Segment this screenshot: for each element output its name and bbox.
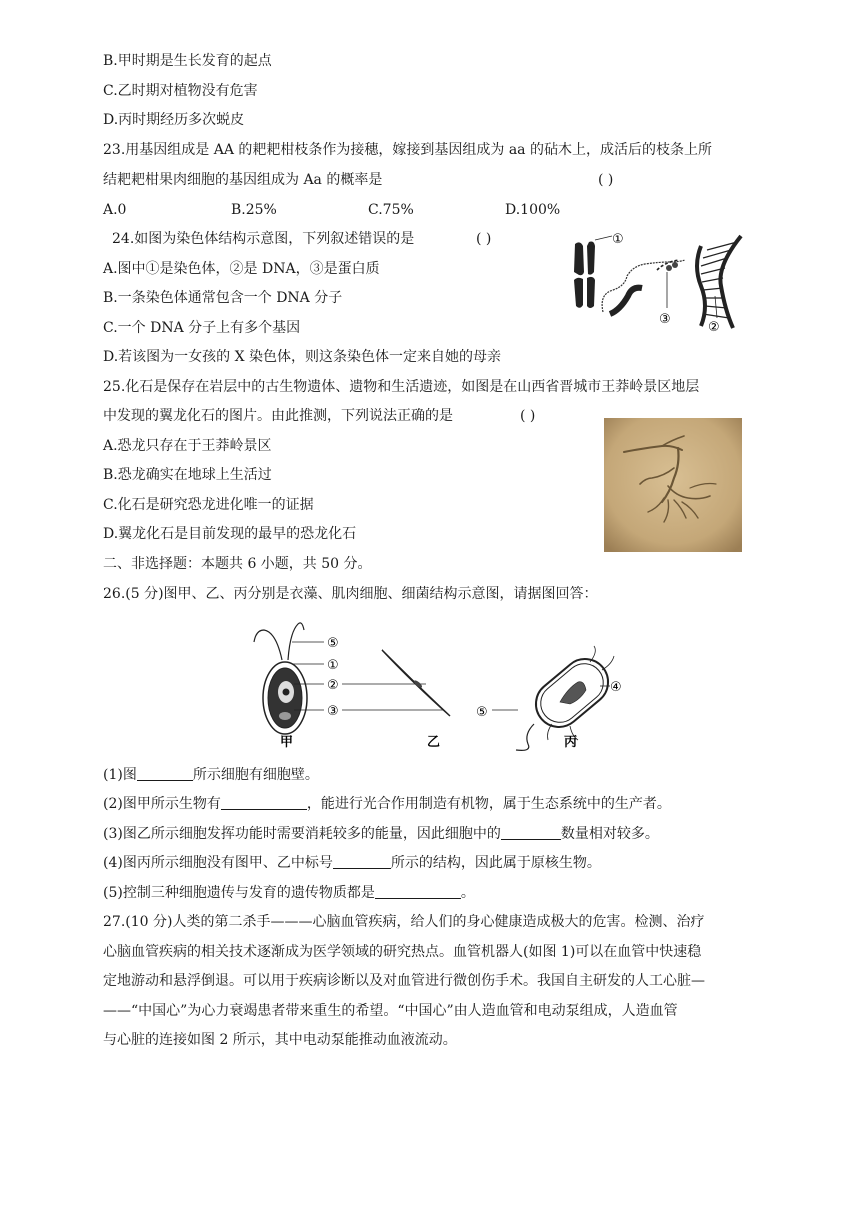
q23-option-c: C.75% xyxy=(368,202,414,218)
q26-blank-4[interactable] xyxy=(333,854,391,869)
q27-line2: 心脑血管疾病的相关技术逐渐成为医学领域的研究热点。血管机器人(如图 1)可以在血管中快速稳 xyxy=(103,944,702,960)
q22-option-c: C.乙时期对植物没有危害 xyxy=(103,83,258,99)
q24-option-b: B.一条染色体通常包含一个 DNA 分子 xyxy=(103,290,343,306)
q25-answer-paren: ( ) xyxy=(520,408,536,424)
bact-label-5: ⑤ xyxy=(476,705,488,720)
q27-line4: ——“中国心”为心力衰竭患者带来重生的希望。“中国心”由人造血管和电动泵组成，人造血管 xyxy=(103,1003,678,1019)
q26-subquestion-4: (4)图丙所示细胞没有图甲、乙中标号 所示的结构，因此属于原核生物。 xyxy=(103,855,601,871)
chlamydomonas-cell xyxy=(254,623,307,734)
chromosome-structure-figure xyxy=(565,232,747,332)
q27-line3: 定地游动和悬浮倒退。可以用于疾病诊断以及对血管进行微创伤手术。我国自主研发的人工心脏— xyxy=(103,973,705,989)
pterosaur-fossil-photo xyxy=(604,418,742,552)
q23-answer-paren: ( ) xyxy=(598,172,614,188)
q26-subquestion-1: (1)图 所示细胞有细胞壁。 xyxy=(103,767,319,783)
q26-subquestion-5: (5)控制三种细胞遗传与发育的遗传物质都是 。 xyxy=(103,885,475,901)
q22-option-d: D.丙时期经历多次蜕皮 xyxy=(103,112,245,128)
q25-option-b: B.恐龙确实在地球上生活过 xyxy=(103,467,272,483)
label-1: ① xyxy=(612,232,624,247)
q25-option-c: C.化石是研究恐龙进化唯一的证据 xyxy=(103,497,314,513)
q24-stem: 24.如图为染色体结构示意图，下列叙述错误的是 xyxy=(112,231,415,247)
chlamy-label-1: ① xyxy=(327,658,339,673)
dna-helix xyxy=(697,236,741,328)
bact-label-4: ④ xyxy=(610,680,622,695)
q24-answer-paren: ( ) xyxy=(476,231,492,247)
q26-stem: 26.(5 分)图甲、乙、丙分别是衣藻、肌肉细胞、细菌结构示意图，请据图回答： xyxy=(103,586,598,602)
q23-stem-line2: 结耙耙柑果肉细胞的基因组成为 Aa 的概率是 xyxy=(103,172,383,188)
q26-blank-2[interactable] xyxy=(221,795,307,810)
q23-option-d: D.100% xyxy=(505,202,561,218)
q24-option-c: C.一个 DNA 分子上有多个基因 xyxy=(103,320,301,336)
q23-option-b: B.25% xyxy=(231,202,277,218)
q27-line5: 与心脏的连接如图 2 所示，其中电动泵能推动血液流动。 xyxy=(103,1032,457,1048)
chlamy-label-3: ③ xyxy=(327,704,339,719)
section-2-heading: 二、非选择题：本题共 6 小题，共 50 分。 xyxy=(103,556,372,572)
q26-blank-3[interactable] xyxy=(501,825,561,840)
chlamy-label-5: ⑤ xyxy=(327,636,339,651)
q22-option-b: B.甲时期是生长发育的起点 xyxy=(103,53,272,69)
q26-cells-figure xyxy=(230,612,640,752)
label-3: ③ xyxy=(659,312,671,327)
q26-subquestion-2: (2)图甲所示生物有 ，能进行光合作用制造有机物，属于生态系统中的生产者。 xyxy=(103,796,671,812)
chlamy-label-2: ② xyxy=(327,678,339,693)
q25-stem-line1: 25.化石是保存在岩层中的古生物遗体、遗物和生活遗迹，如图是在山西省晋城市王莽岭景区地层 xyxy=(103,379,700,395)
q24-option-d: D.若该图为一女孩的 X 染色体，则这条染色体一定来自她的母亲 xyxy=(103,349,502,365)
caption-yi: 乙 xyxy=(427,735,441,750)
q26-blank-1[interactable] xyxy=(137,766,193,781)
q25-stem-line2: 中发现的翼龙化石的图片。由此推测，下列说法正确的是 xyxy=(103,408,453,424)
chromosome-shape xyxy=(574,242,595,309)
q25-option-a: A.恐龙只存在于王莽岭景区 xyxy=(103,438,272,454)
caption-jia: 甲 xyxy=(280,735,294,750)
q27-line1: 27.(10 分)人类的第二杀手———心脑血管疾病，给人们的身心健康造成极大的危害。检测、治疗 xyxy=(103,914,705,930)
q26-blank-5[interactable] xyxy=(375,884,461,899)
label-2: ② xyxy=(708,320,720,332)
caption-bing: 丙 xyxy=(564,735,578,750)
q23-stem-line1: 23.用基因组成是 AA 的耙耙柑枝条作为接穗，嫁接到基因组成为 aa 的砧木上，成活后的枝条上所 xyxy=(103,142,712,158)
q24-option-a: A.图中①是染色体，②是 DNA，③是蛋白质 xyxy=(103,261,380,277)
q25-option-d: D.翼龙化石是目前发现的最早的恐龙化石 xyxy=(103,526,357,542)
q26-subquestion-3: (3)图乙所示细胞发挥功能时需要消耗较多的能量，因此细胞中的 数量相对较多。 xyxy=(103,826,659,842)
q23-option-a: A.0 xyxy=(103,202,127,218)
